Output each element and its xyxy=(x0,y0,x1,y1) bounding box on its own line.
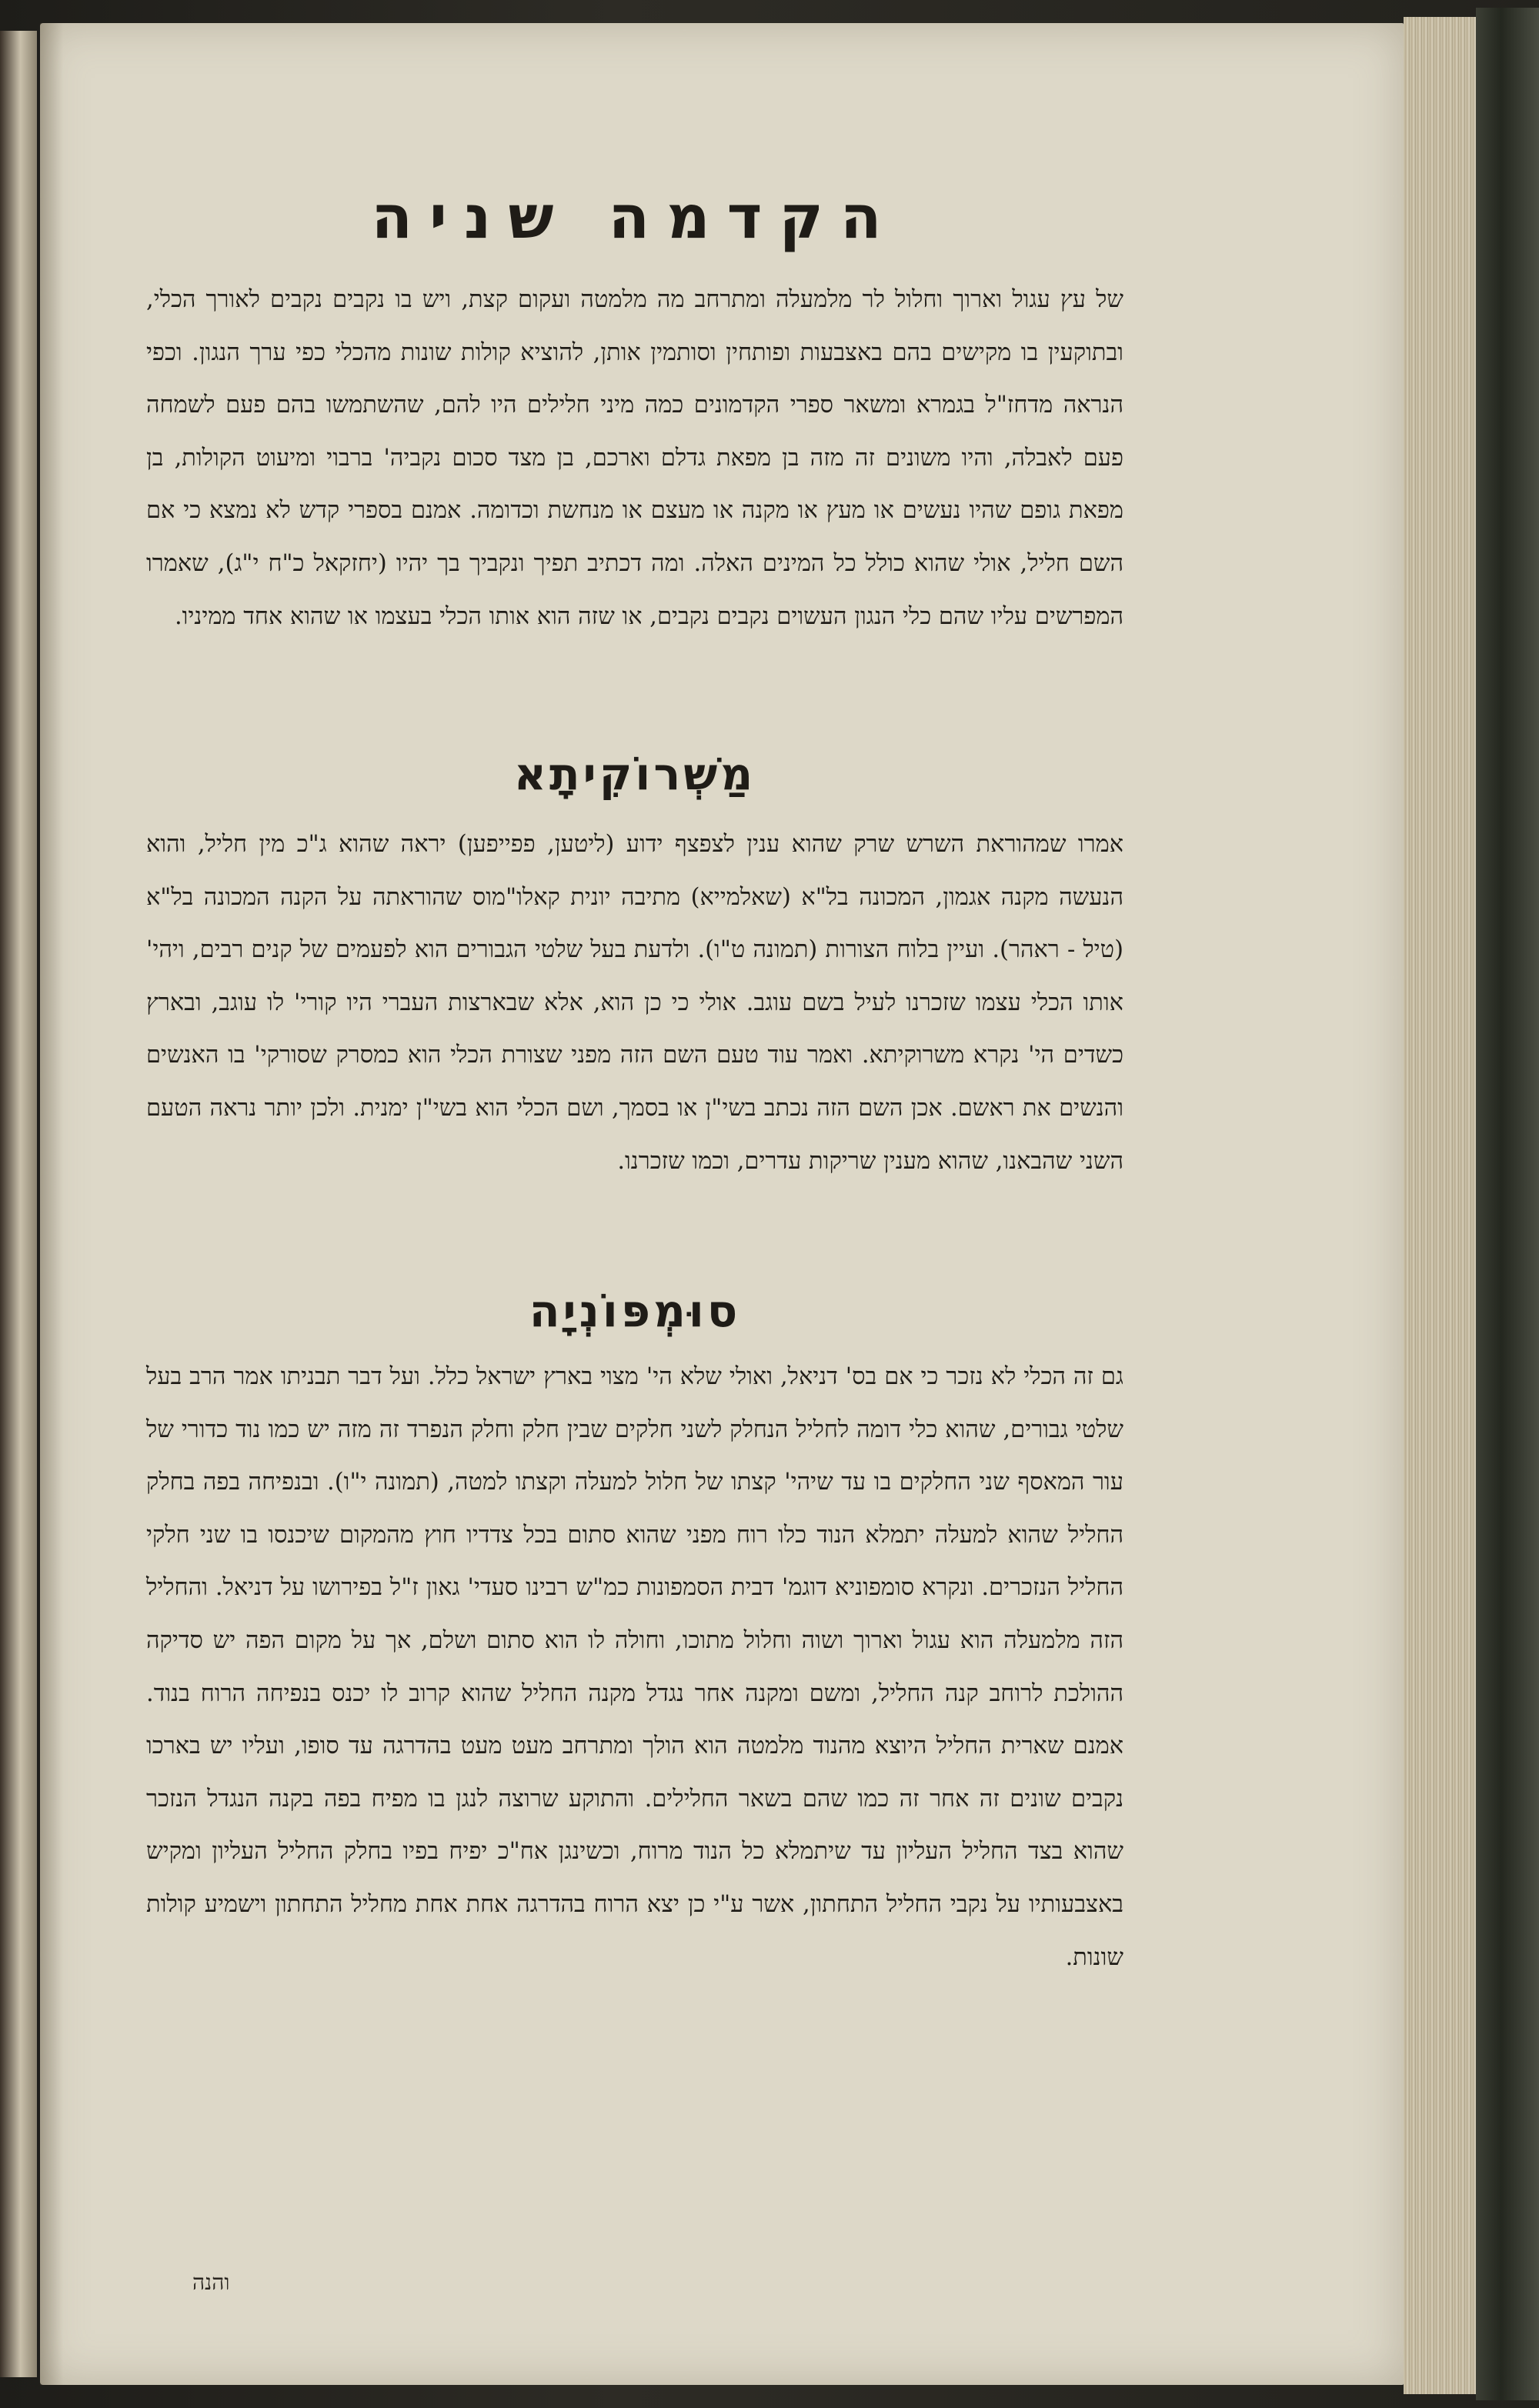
page-block-edges xyxy=(1404,17,1476,2394)
catchword: והנה xyxy=(192,2270,230,2295)
mashrokita-paragraph: אמרו שמהוראת השרש שרק שהוא ענין לצפצף ידוע (ליטען, פפייפען) יראה שהוא ג"כ מין חליל, והוא הנעשה מקנה אגמון, המכונה בל"א (שאלמייא) מתיבה יונית קאלו"מוס שהוראתה על הקנה המכונה בל"א (טיל - ראהר). ועיין בלוח הצורות (תמונה ט"ו). ולדעת בעל שלטי הגבורים הוא לפעמים של קנים רבים, ויהי' אותו הכלי עצמו שזכרנו לעיל בשם עוגב. אולי כי כן הוא, אלא שבארצות העברי היו קורי' לו עוגב, ובארץ כשדים הי' נקרא משרוקיתא. ואמר עוד טעם השם הזה מפני שצורת הכלי הוא כמסרק שסורקי' בו האנשים והנשים את ראשם. אכן השם הזה נכתב בשי"ן או בסמך, ושם הכלי הוא בשי"ן ימנית. ולכן יותר נראה הטעם השני שהבאנו, שהוא מענין שריקות עדרים, וכמו שזכרנו. xyxy=(146,831,1123,1175)
book-cover-edge xyxy=(1476,8,1539,2400)
sumponya-paragraph: גם זה הכלי לא נזכר כי אם בס' דניאל, ואולי שלא הי' מצוי בארץ ישראל כלל. ועל דבר תבניתו אמר הרב בעל שלטי גבורים, שהוא כלי דומה לחליל הנחלק לשני חלקים שבין חלק וחלק הנפרד זה מזה יש כמו נוד כדורי של עור המאסף שני החלקים בו עד שיהי' קצתו של חלול למעלה וקצתו למטה, (תמונה י"ו). ובנפיחה בפה בחלק החליל שהוא למעלה יתמלא הנוד כלו רוח מפני שהוא סתום בכל צדדיו חוץ מהמקום שיכנסו בו שני חלקי החליל הנזכרים. ונקרא סומפוניא דוגמ' דבית הסמפונות כמ"ש רבינו סעדי' גאון ז"ל בפירושו על דניאל. והחליל הזה מלמעלה הוא עגול וארוך ושוה וחלול מתוכו, וחולה לו הוא סתום ושלם, אך על מקום הפה יש סדיקה ההולכת לרוחב קנה החליל, ומשם ומקנה אחר נגדל מקנה החליל שהוא קרוב לו יכנס בנפיחה הרוח בנוד. אמנם שארית החליל היוצא מהנוד מלמטה הוא הולך ומתרחב מעט מעט בהדרגה עד סופו, ועליו יש בארכו נקבים שונים זה אחר זה כמו שהם בשאר החלילים. והתוקע שרוצה לנגן בו מפיח בפה בקנה הנגדל הנזכר שהוא בצד החליל העליון עד שיתמלא כל הנוד מרוח, וכשינגן אח"כ יפיח בפיו בחלק החליל העליון ומקיש באצבעותיו על נקבי החליל התחתון, אשר ע"י כן יצא הרוח בהדרגה אחת אחת מחליל התחתון וישמיע קולות שונות. xyxy=(146,1363,1123,1971)
facing-page-edge xyxy=(0,31,37,2377)
page-title: הקדמה שניה xyxy=(371,183,899,252)
section-heading-sumponya: סוּמְפּוֹנְיָה xyxy=(529,1285,741,1337)
page-gutter-shadow xyxy=(40,23,63,2385)
section-heading-mashrokita: מַשְׁרוֹקִיתָא xyxy=(513,748,756,800)
intro-paragraph: של עץ עגול וארוך וחלול לר מלמעלה ומתרחב מה מלמטה ועקום קצת, ויש בו נקבים נקבים לאורך הכלי, ובתוקעין בו מקישים בהם באצבעות ופותחין וסותמין אותן, להוציא קולות שונות מהכלי כפי ערך הנגון. וכפי הנראה מדחז"ל בגמרא ומשאר ספרי הקדמונים כמה מיני חלילים היו להם, שהשתמשו בהם פעם לשמחה פעם לאבלה, והיו משונים זה מזה בן מפאת גדלם וארכם, בן מצד סכום נקביה' ברבוי ומיעוט הקולות, בן מפאת גופם שהיו נעשים או מעץ או מקנה או מעצם או מנחשת וכדומה. אמנם בספרי קדש לא נמצא כי אם השם חליל, אולי שהוא כולל כל המינים האלה. ומה דכתיב תפיך ונקביך בך יהיו (יחזקאל כ"ח י"ג), שאמרו המפרשים עליו שהם כלי הנגון העשוים נקבים נקבים, או שזה הוא אותו הכלי בעצמו או שהוא אחד ממיניו. xyxy=(146,286,1123,630)
